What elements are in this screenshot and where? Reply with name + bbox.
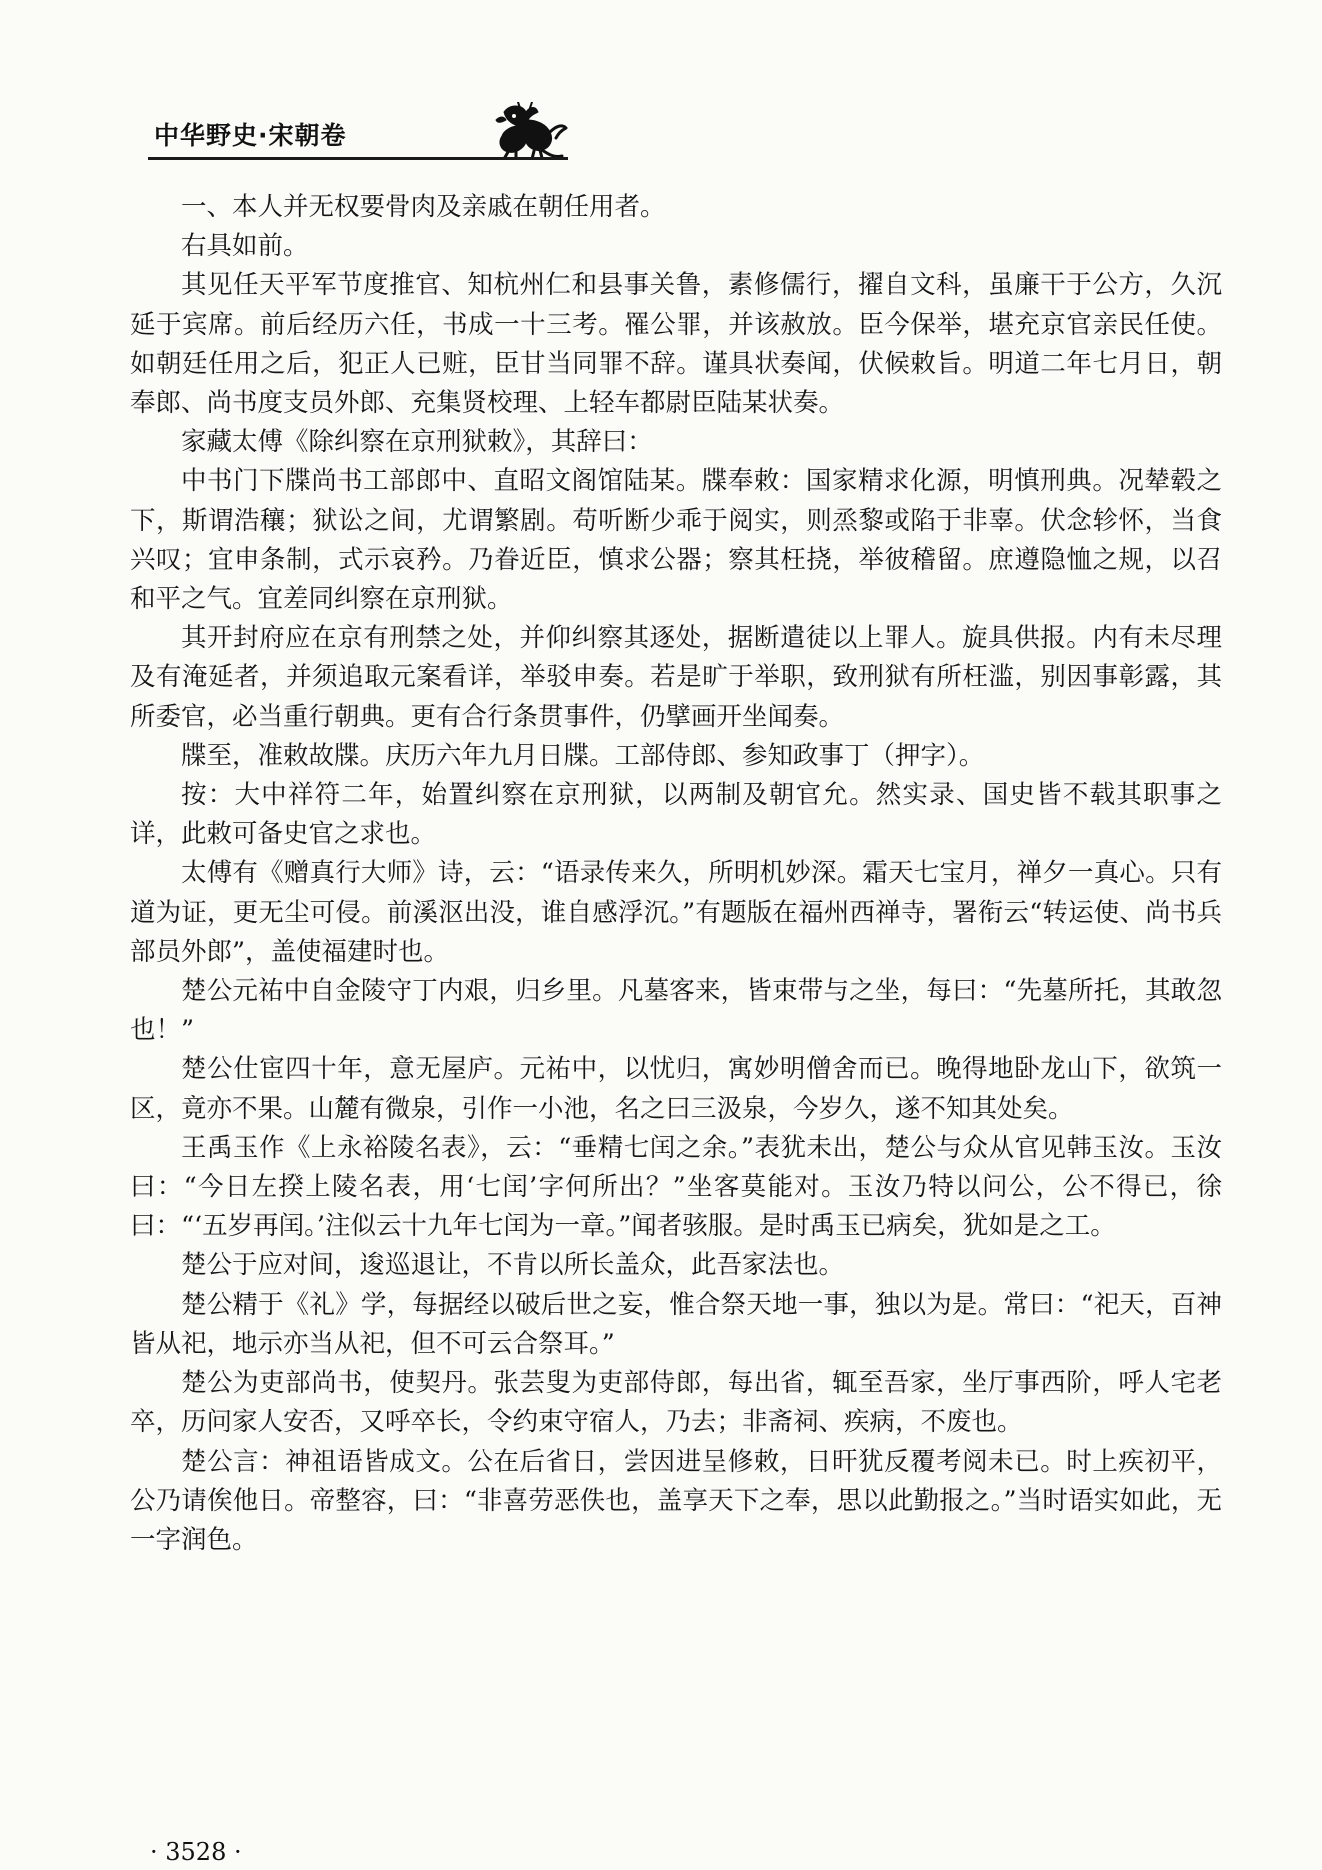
- paragraph: 其开封府应在京有刑禁之处，并仰纠察其逐处，据断遣徒以上罪人。旋具供报。内有未尽理及有淹延者，并须追取元案看详，举驳申奏。若是旷于举职，致刑狱有所枉滥，别因事彰露，其所委官，必当重行朝典。更有合行条贯事件，仍擘画开坐闻奏。: [130, 623, 1222, 732]
- running-header: [148, 108, 568, 156]
- paragraph: 按：大中祥符二年，始置纠察在京刑狱，以两制及朝官允。然实录、国史皆不载其职事之详，此敕可备史官之求也。: [130, 780, 1222, 850]
- dragon-emblem-icon: [490, 102, 570, 160]
- header-rule: [148, 157, 568, 160]
- paragraph: 楚公仕宦四十年，意无屋庐。元祐中，以忧归，寓妙明僧舍而已。晚得地卧龙山下，欲筑一区，竟亦不果。山麓有微泉，引作一小池，名之曰三汲泉，今岁久，遂不知其处矣。: [130, 1054, 1222, 1124]
- paragraph: 楚公言：神祖语皆成文。公在后省日，尝因进呈修敕，日旰犹反覆考阅未已。时上疾初平，公乃请俟他日。帝整容，曰：“非喜劳恶佚也，盖享天下之奉，思以此勤报之。”当时语实如此，无一字润色。: [130, 1446, 1222, 1555]
- paragraph: 家藏太傅《除纠察在京刑狱敕》，其辞曰：: [181, 427, 653, 458]
- paragraph: 楚公于应对间，逡巡退让，不肯以所长盖众，此吾家法也。: [181, 1250, 845, 1281]
- paragraph: 楚公元祐中自金陵守丁内艰，归乡里。凡墓客来，皆束带与之坐，每曰：“先墓所托，其敢忽也！”: [130, 976, 1222, 1046]
- paragraph: 右具如前。: [181, 231, 309, 262]
- paragraph: 楚公为吏部尚书，使契丹。张芸叟为吏部侍郎，每出省，辄至吾家，坐厅事西阶，呼人宅老卒，历问家人安否，又呼卒长，令约束守宿人，乃去；非斋祠、疾病，不废也。: [130, 1368, 1222, 1438]
- paragraph: 太傅有《赠真行大师》诗，云：“语录传来久，所明机妙深。霜天七宝月，禅夕一真心。只有道为证，更无尘可侵。前溪沤出没，谁自感浮沉。”有题版在福州西禅寺，署衔云“转运使、尚书兵部员外郎”，盖使福建时也。: [130, 858, 1222, 967]
- header-title: 中华野史·宋朝卷: [154, 121, 347, 150]
- paragraph: 其见任天平军节度推官、知杭州仁和县事关鲁，素修儒行，擢自文科，虽廉干于公方，久沉延于宾席。前后经历六任，书成一十三考。罹公罪，并该赦放。臣今保举，堪充京官亲民任使。如朝廷任用之后，犯正人已赃，臣甘当同罪不辞。谨具状奏闻，伏候敕旨。明道二年七月日，朝奉郎、尚书度支员外郎、充集贤校理、上轻车都尉臣陆某状奏。: [130, 270, 1222, 419]
- paragraph: 一、本人并无权要骨肉及亲戚在朝任用者。: [181, 192, 666, 222]
- paragraph: 牒至，准敕故牒。庆历六年九月日牒。工部侍郎、参知政事丁（押字）。: [181, 740, 985, 771]
- paragraph: 王禹玉作《上永裕陵名表》，云：“垂精七闰之余。”表犹未出，楚公与众从官见韩玉汝。玉汝曰：“今日左揆上陵名表，用‘七闰’字何所出？”坐客莫能对。玉汝乃特以问公，公不得已，徐曰：“‘五岁再闰。’注似云十九年七闰为一章。”闻者骇服。是时禹玉已病矣，犹如是之工。: [130, 1132, 1222, 1242]
- paragraph: 中书门下牒尚书工部郎中、直昭文阁馆陆某。牒奉敕：国家精求化源，明慎刑典。况辇毂之下，斯谓浩穰；狱讼之间，尤谓繁剧。苟听断少乖于阅实，则烝黎或陷于非辜。伏念轸怀，当食兴叹；宜申条制，式示哀矜。乃眷近臣，慎求公器；察其枉挠，举彼稽留。庶遵隐恤之规，以召和平之气。宜差同纠察在京刑狱。: [130, 466, 1222, 615]
- page-number: · 3528 ·: [150, 1838, 242, 1866]
- body-text: [130, 188, 1222, 1560]
- paragraph: 楚公精于《礼》学，每据经以破后世之妄，惟合祭天地一事，独以为是。常曰：“祀天，百神皆从祀，地示亦当从祀，但不可云合祭耳。”: [130, 1289, 1222, 1359]
